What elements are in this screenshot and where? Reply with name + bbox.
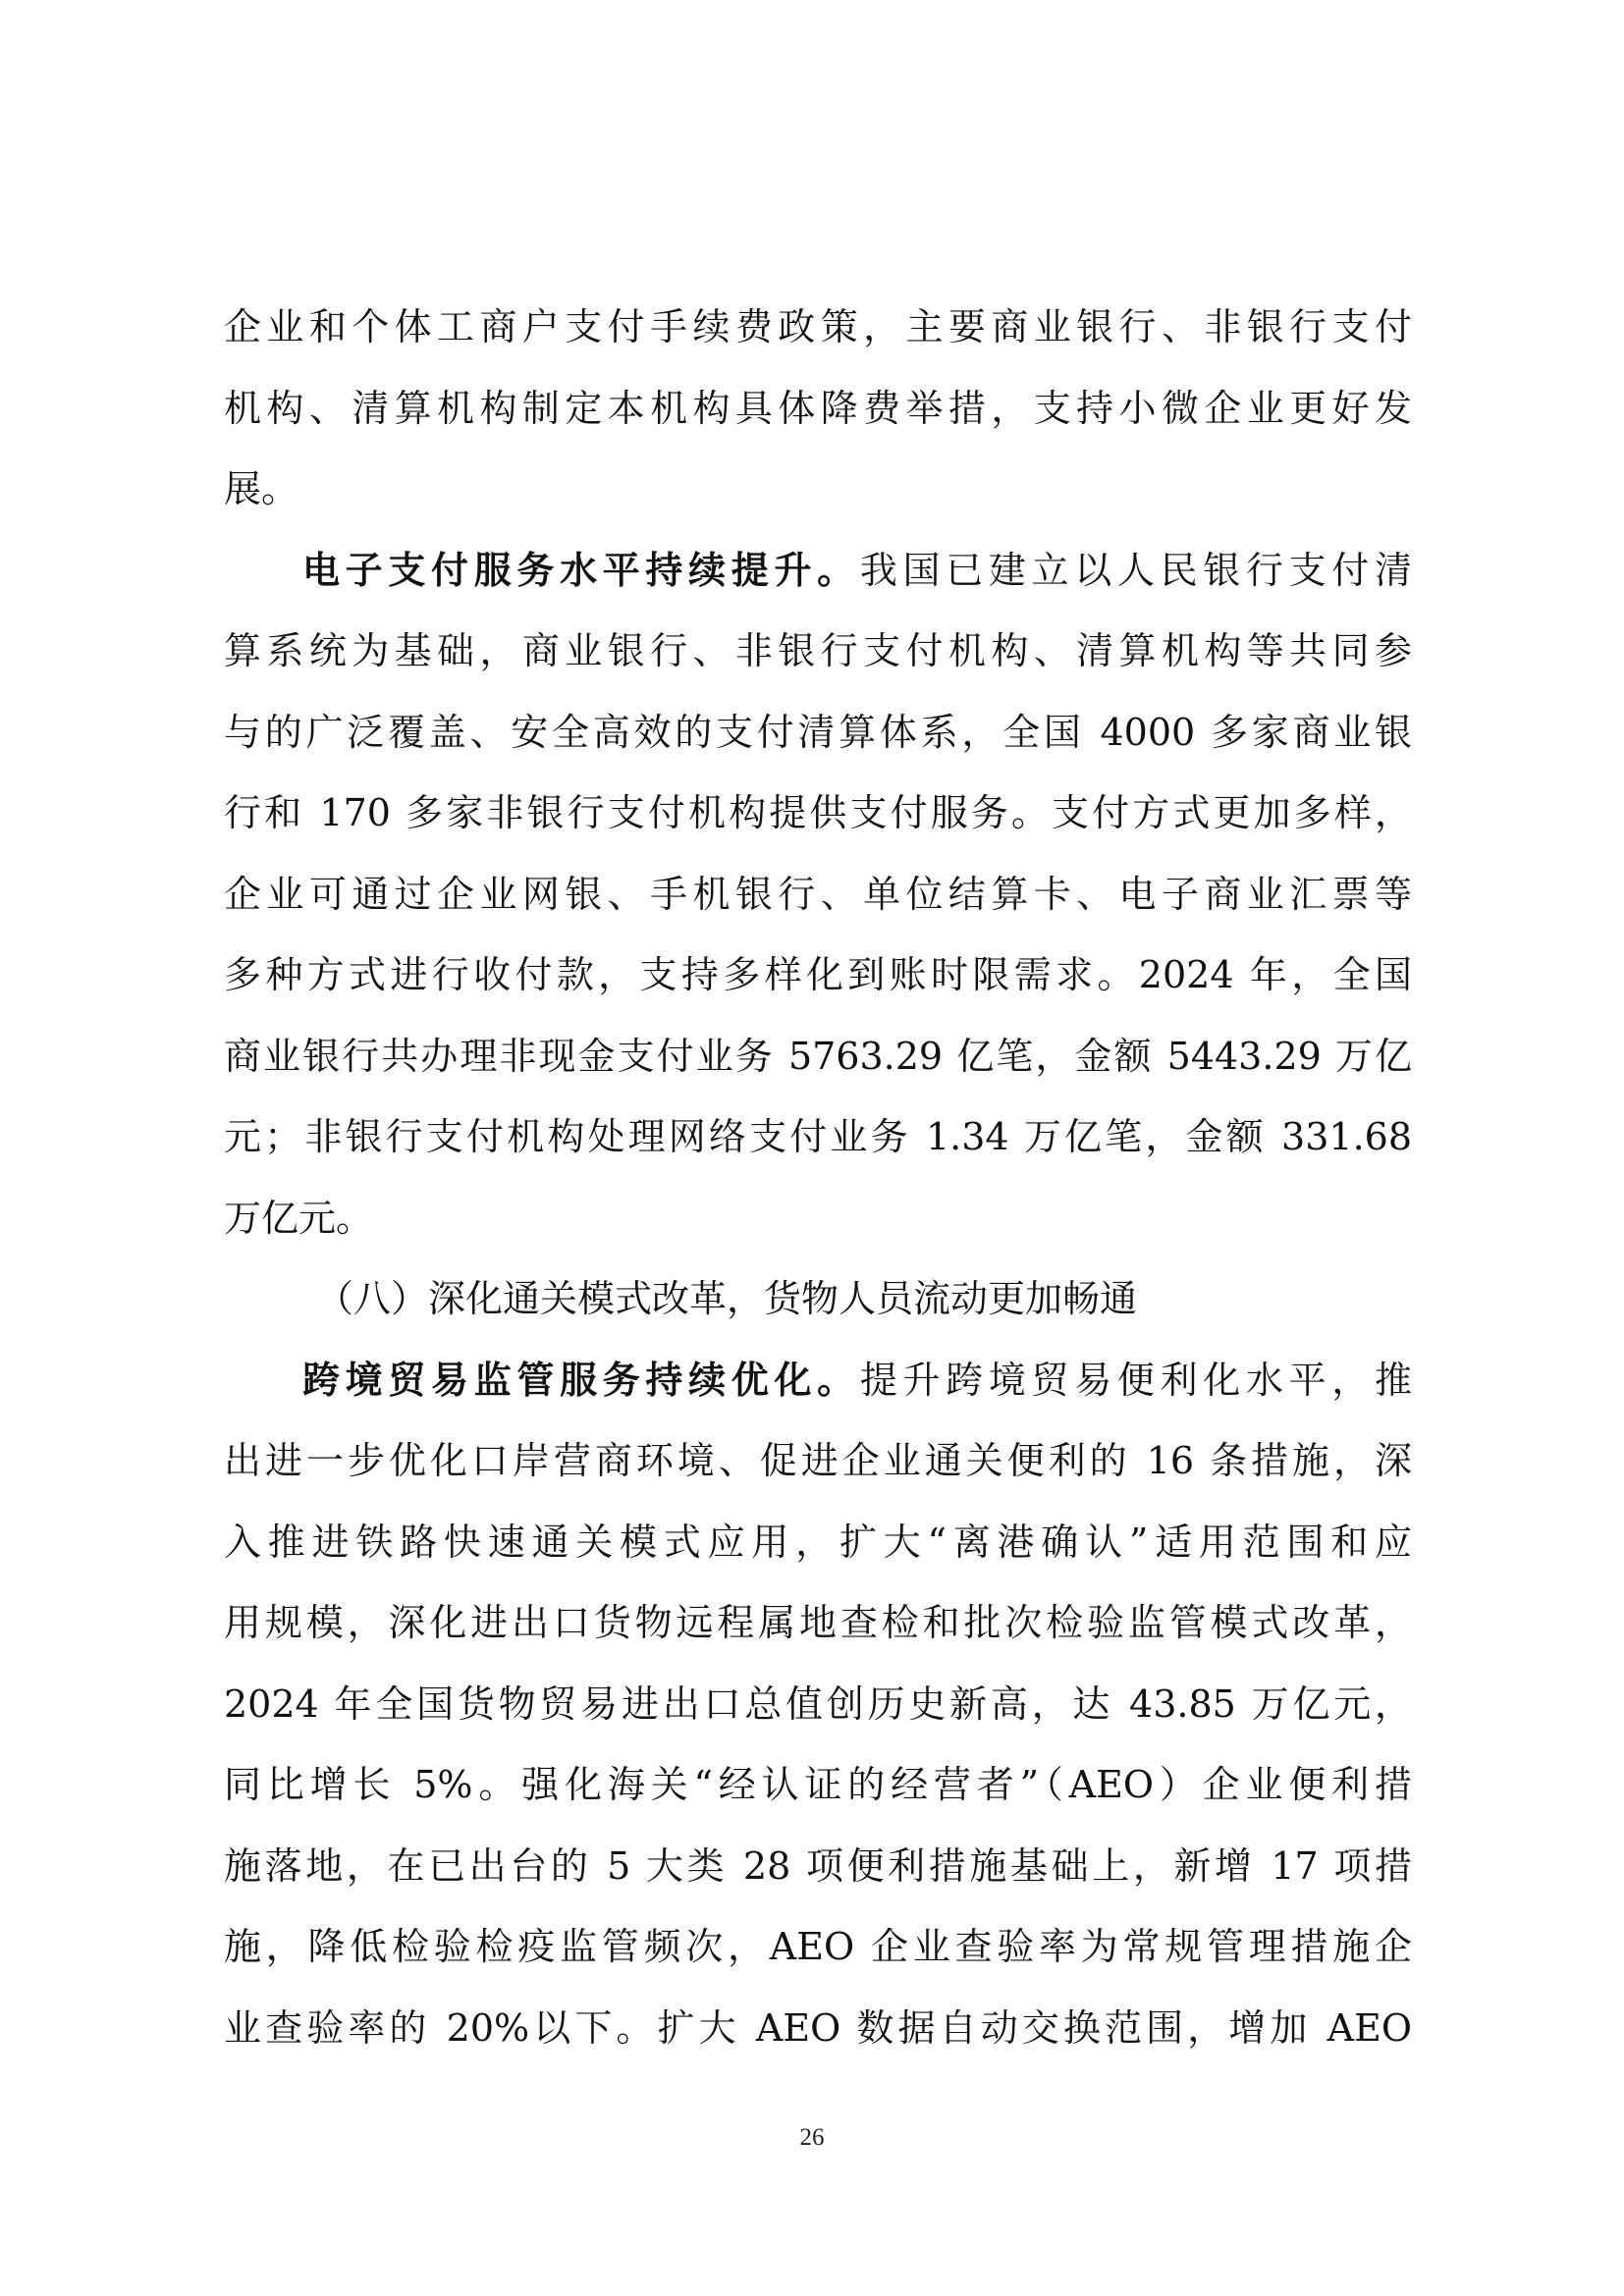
paragraph-line: 元；非银行支付机构处理网络支付业务 1.34 万亿笔，金额 331.68 [224,1115,1412,1158]
paragraph-line: 算系统为基础，商业银行、非银行支付机构、清算机构等共同参 [224,629,1412,672]
paragraph-line: 出进一步优化口岸营商环境、促进企业通关便利的 16 条措施，深 [224,1439,1412,1482]
paragraph-line: 展。 [224,467,299,510]
paragraph-line: 与的广泛覆盖、安全高效的支付清算体系，全国 4000 多家商业银 [224,710,1412,754]
document-body [224,287,1412,2068]
paragraph-line: 同比增长 5%。强化海关“经认证的经营者”（AEO）企业便利措 [224,1763,1412,1806]
paragraph-line: 万亿元。 [224,1196,374,1240]
paragraph-line [224,1340,1412,1421]
paragraph-line: 施落地，在已出台的 5 大类 28 项便利措施基础上，新增 17 项措 [224,1843,1412,1888]
paragraph-line: 业查验率的 20%以下。扩大 AEO 数据自动交换范围，增加 AEO [224,2005,1412,2050]
paragraph-line [224,530,1412,612]
paragraph-line: 用规模，深化进出口货物远程属地查检和批次检验监管模式改革， [224,1601,1412,1644]
paragraph-text: 我国已建立以人民银行支付清 [859,548,1412,592]
run-in-heading-cross-border: 跨境贸易监管服务持续优化。 [302,1358,860,1402]
page-number: 26 [799,2124,825,2151]
paragraph-line: 施，降低检验检疫监管频次，AEO 企业查验率为常规管理措施企 [224,1925,1412,1968]
paragraph-line: 2024 年全国货物贸易进出口总值创历史新高，达 43.85 万亿元， [224,1682,1412,1726]
paragraph-line: 商业银行共办理非现金支付业务 5763.29 亿笔，金额 5443.29 万亿 [224,1034,1412,1078]
paragraph-line: 入推进铁路快速通关模式应用，扩大“离港确认”适用范围和应 [224,1520,1412,1564]
paragraph-line: 企业和个体工商户支付手续费政策，主要商业银行、非银行支付 [224,305,1412,348]
section-heading: （八）深化通关模式改革，货物人员流动更加畅通 [316,1277,1138,1320]
run-in-heading-electronic-payment: 电子支付服务水平持续提升。 [302,548,860,592]
paragraph-line: 企业可通过企业网银、手机银行、单位结算卡、电子商业汇票等 [224,872,1412,916]
paragraph-line: 多种方式进行收付款，支持多样化到账时限需求。2024 年，全国 [224,953,1412,996]
paragraph-line: 行和 170 多家非银行支付机构提供支付服务。支付方式更加多样， [224,791,1412,834]
paragraph-line: 机构、清算机构制定本机构具体降费举措，支持小微企业更好发 [224,386,1412,430]
paragraph-text: 提升跨境贸易便利化水平，推 [859,1358,1412,1402]
